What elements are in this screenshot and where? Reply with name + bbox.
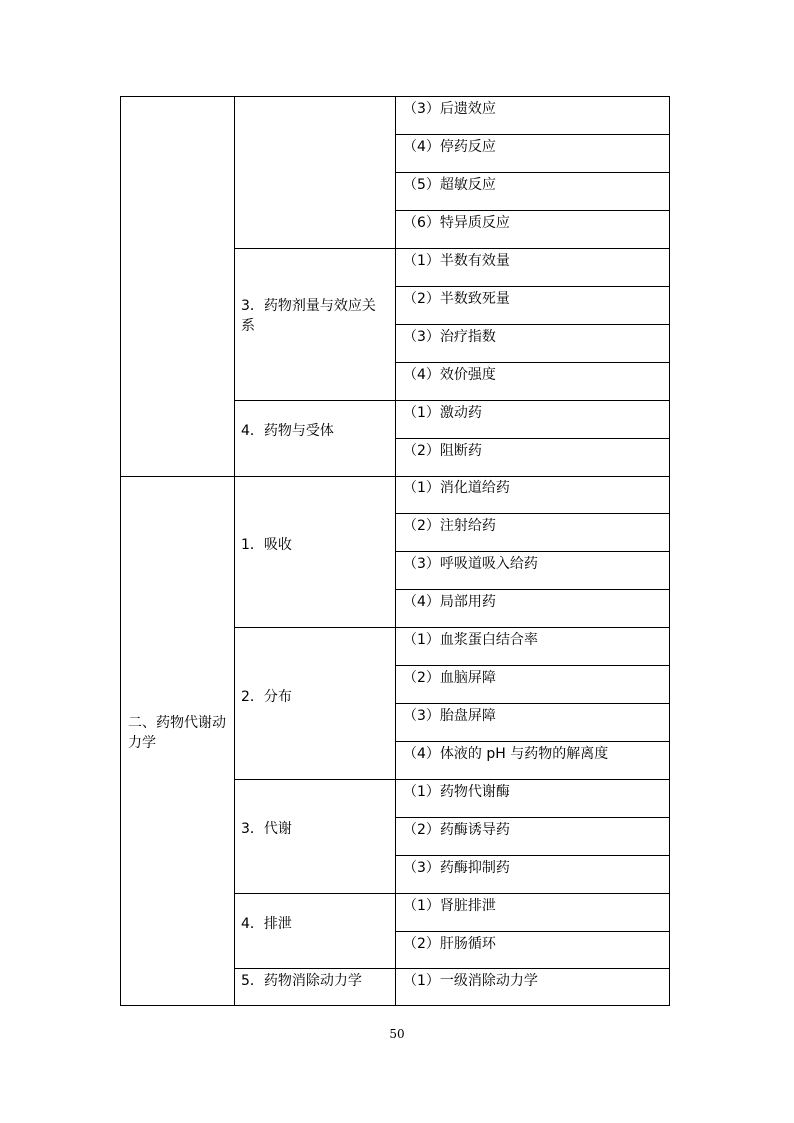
topic-cell: 4．药物与受体: [241, 423, 334, 439]
section-title: 二、药物代谢动力学: [128, 715, 226, 751]
page-number: 50: [389, 1027, 405, 1041]
point-cell: （2）血脑屏障: [403, 670, 496, 686]
point-cell: （2）肝肠循环: [403, 936, 496, 952]
point-cell: （6）特异质反应: [403, 215, 510, 231]
point-cell: （2）药酶诱导药: [403, 822, 510, 838]
point-cell: （3）药酶抑制药: [403, 860, 510, 876]
point-cell: （5）超敏反应: [403, 177, 496, 193]
point-cell: （1）消化道给药: [403, 480, 510, 496]
point-cell: （4）停药反应: [403, 139, 496, 155]
point-cell: （4）效价强度: [403, 367, 496, 383]
topic-cell: 5．药物消除动力学: [241, 973, 362, 989]
point-cell: （3）胎盘屏障: [403, 708, 496, 724]
topic-cell: 3．代谢: [241, 821, 292, 837]
point-cell: （3）呼吸道吸入给药: [403, 556, 538, 572]
topic-cell: 1．吸收: [241, 537, 292, 553]
point-cell: （2）阻断药: [403, 443, 482, 459]
point-cell: （1）肾脏排泄: [403, 898, 496, 914]
point-cell: （3）治疗指数: [403, 329, 496, 345]
topic-cell: 4．排泄: [241, 916, 292, 932]
point-cell: （1）一级消除动力学: [403, 973, 538, 989]
point-cell: （2）半数致死量: [403, 291, 510, 307]
topic-cell: 3．药物剂量与效应关系: [241, 298, 376, 334]
point-cell: （3）后遗效应: [403, 101, 496, 117]
point-cell: （1）药物代谢酶: [403, 784, 510, 800]
point-cell: （4）体液的 pH 与药物的解离度: [403, 746, 609, 762]
point-cell: （1）激动药: [403, 405, 482, 421]
point-cell: （1）血浆蛋白结合率: [403, 632, 538, 648]
point-cell: （4）局部用药: [403, 594, 496, 610]
point-cell: （1）半数有效量: [403, 253, 510, 269]
point-cell: （2）注射给药: [403, 518, 496, 534]
topic-cell: 2．分布: [241, 689, 292, 705]
